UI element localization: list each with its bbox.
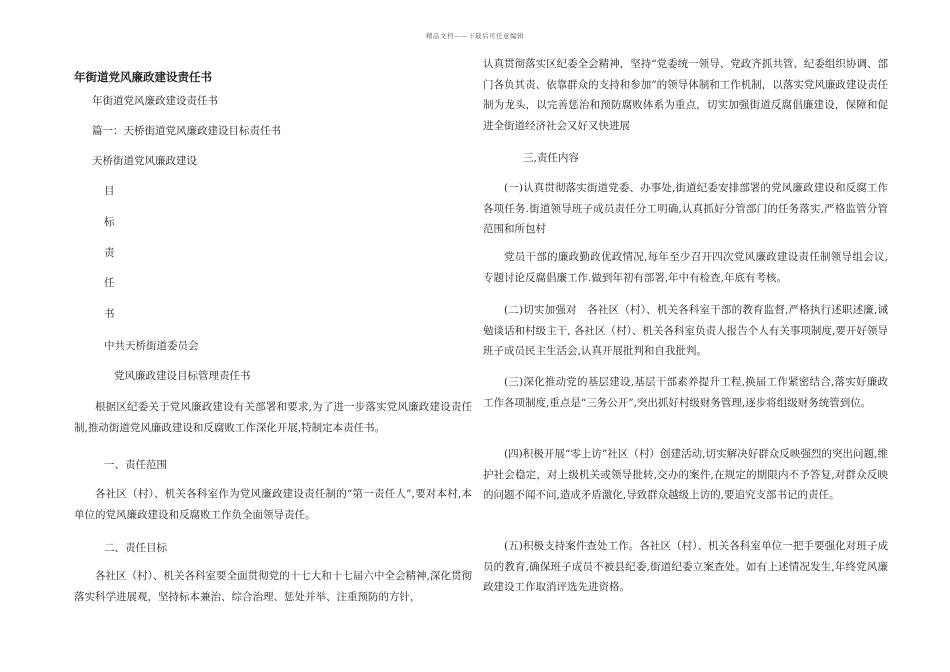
cover-char: 目: [104, 185, 115, 197]
cover-char: 标: [104, 216, 115, 228]
section-heading: 二、责任目标: [104, 542, 167, 554]
subtitle: 党风廉政建设目标管理责任书: [114, 370, 251, 382]
cover-line: 天桥街道党风廉政建设: [92, 155, 197, 167]
section-paragraph: 各社区（村）、机关各科室作为党风廉政建设责任制的“第一责任人”,要对本村,本单位的党风廉政建设和反腐败工作负全面领导责任。: [74, 488, 472, 521]
content-paragraph: (一)认真贯彻落实街道党委、办事处,街道纪委安排部署的党风廉政建设和反腐工作各项任务.街道领导班子成员责任分工明确,认真抓好分管部门的任务落实,严格监管分管范围和所包村: [483, 182, 888, 235]
content-paragraph: (三)深化推动党的基层建设,基层干部素养提升工程,换届工作紧密结合,落实好廉政工作各项制度,重点是“三务公开”,突出抓好村级财务管理,逐步将组级财务统管到位。: [483, 376, 888, 409]
content-paragraph: (五)积极支持案件查处工作。各社区（村）、机关各科室单位一把手要强化对班子成员的教育,确保班子成员不被县纪委,街道纪委立案查处。如有上述情况发生,年终党风廉政建设工作取消评选先进资格。: [483, 540, 888, 593]
chapter-heading: 篇一：天桥街道党风廉政建设目标责任书: [92, 125, 281, 137]
section-heading: 一、责任范围: [104, 459, 167, 471]
organization-name: 中共天桥街道委员会: [104, 340, 199, 352]
cover-char: 责: [104, 247, 115, 259]
content-paragraph: 党员干部的廉政勤政优政情况,每年至少召开四次党风廉政建设责任制领导组会议,专题讨论反腐倡廉工作.做到年初有部署,年中有检查,年底有考核。: [483, 251, 888, 284]
section-heading: 三,责任内容: [523, 152, 579, 164]
cover-char: 任: [104, 277, 115, 289]
section-paragraph: 各社区（村）、机关各科室要全面贯彻党的十七大和十七届六中全会精神,深化贯彻落实科学进展观，坚持标本兼治、综合治理、惩处并举、注重预防的方针，: [74, 570, 472, 603]
title-line: 年街道党风廉政建设责任书: [92, 95, 218, 107]
content-paragraph: (四)积极开展“零上访”社区（村）创建活动,切实解决好群众反映强烈的突出问题,维护社会稳定，对上级机关或领导批转,交办的案件,在规定的期限内不予答复,对群众反映的问题不闻不问,造成矛盾激化,导致群众越级上访的,要追究支部书记的责任。: [483, 448, 888, 501]
document-title: 年街道党风廉政建设责任书: [74, 70, 212, 84]
page-header: 精品文档——下载后可任意编辑: [426, 32, 524, 40]
cover-char: 书: [104, 308, 115, 320]
intro-paragraph: 根据区纪委关于党风廉政建设有关部署和要求,为了进一步落实党风廉政建设责任制,推动街道党风廉政建设和反腐败工作深化开展,特制定本责任书。: [74, 401, 472, 434]
continuation-paragraph: 认真贯彻落实区纪委全会精神，坚持“党委统一领导、党政齐抓共管、纪委组织协调、部门各负其责、依靠群众的支持和参加”的领导体制和工作机制，以落实党风廉政建设责任制为龙头，以完善惩治和预防腐败体系为重点，切实加强街道反腐倡廉建设，保障和促进全街道经济社会又好又快进展: [483, 58, 888, 132]
content-paragraph: (二)切实加强对 各社区（村）、机关各科室干部的教育监督,严格执行述职述廉,诫勉谈话和村级主干, 各社区（村）、机关各科室负责人报告个人有关事项制度,要开好领导班子成员民主生活会,认真开展批判和自我批判。: [483, 304, 888, 357]
